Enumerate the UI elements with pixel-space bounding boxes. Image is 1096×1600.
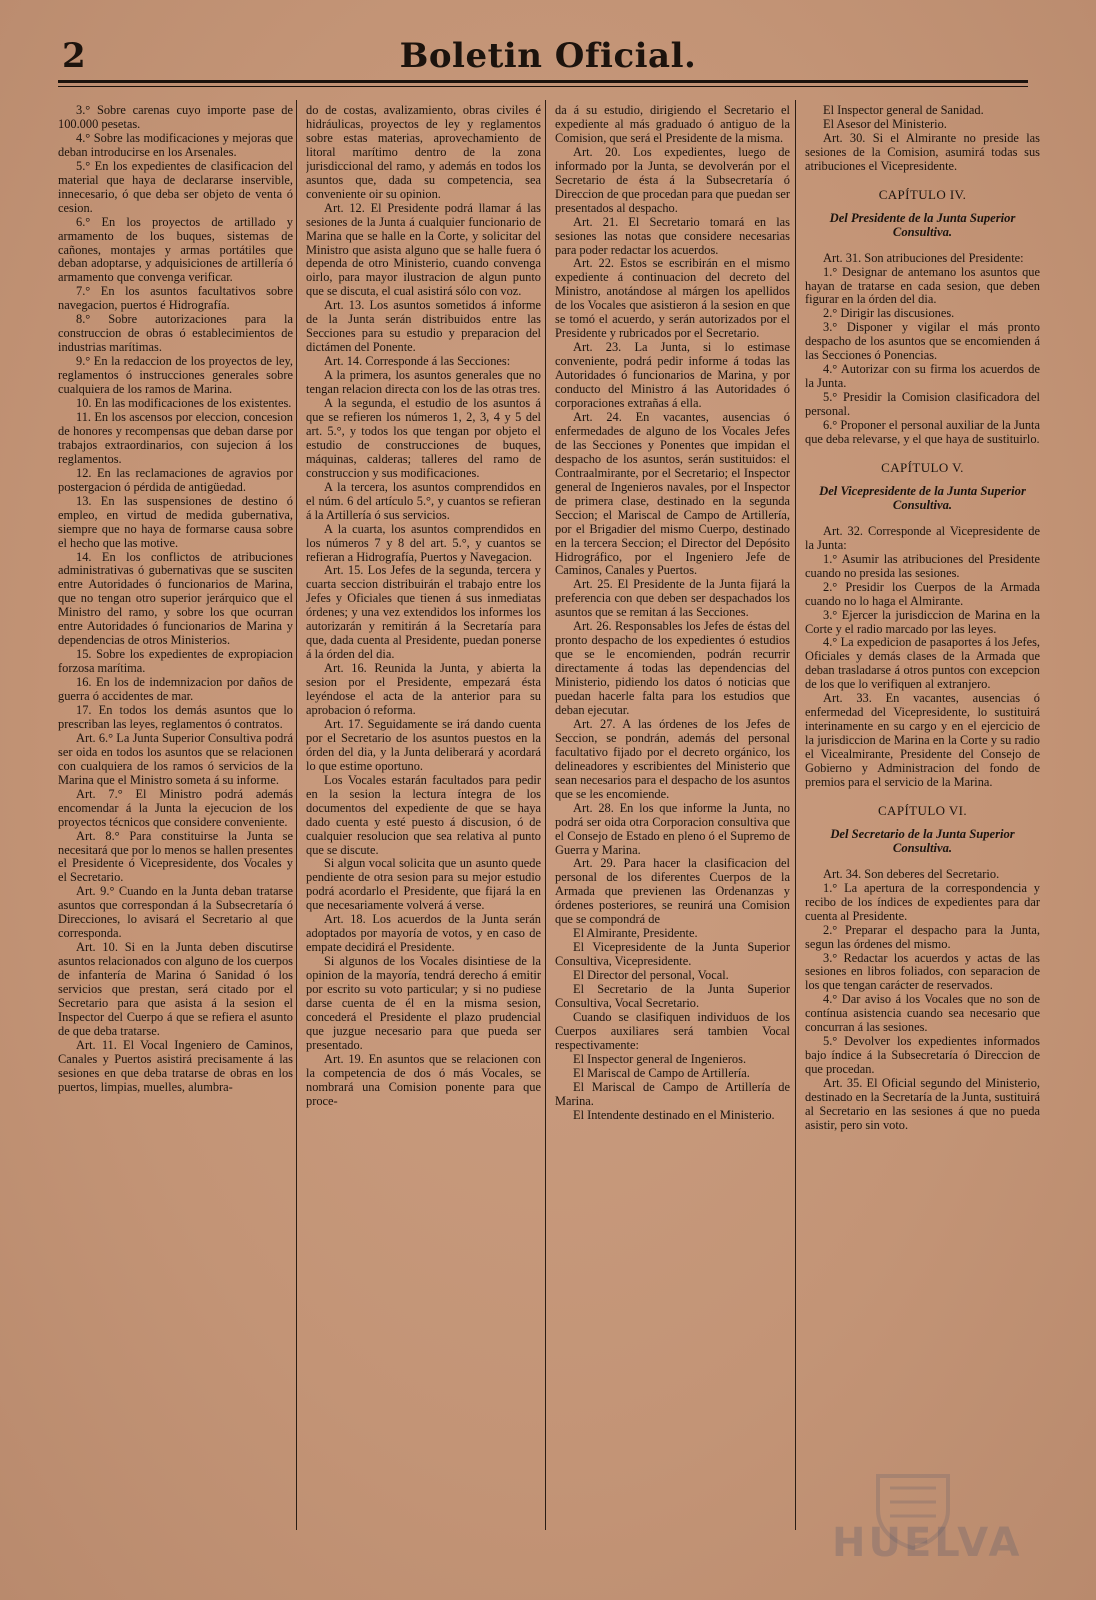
paragraph: 13. En las suspensiones de destino ó empleo, en virtud de medida gubernativa, siempre que no haya de formarse causa sobre el hecho que las motive. xyxy=(58,493,293,550)
paragraph: El Secretario de la Junta Superior Consultiva, Vocal Secretario. xyxy=(555,982,790,1010)
paragraph: El Almirante, Presidente. xyxy=(573,926,698,941)
page-header xyxy=(0,0,1096,92)
chapter-heading: CAPÍTULO VI. xyxy=(877,802,968,818)
paragraph: 4.° La expedicion de pasaportes á los Jefes, Oficiales y demás clases de la Armada que deban trasladarse á otros puntos con excepcion de los que lo verifiquen al extranjero. xyxy=(805,635,1040,692)
paragraph: Art. 22. Estos se escribirán en el mismo expediente á continuacion del decreto del Ministro, anotándose al márgen los apellidos de los Vocales que asistieron á la sesion en que se tomó el acuerdo, y serán autorizados por el Presidente y rubricados por el Secretario. xyxy=(555,256,790,341)
paragraph: 2.° Presidir los Cuerpos de la Armada cuando no lo haga el Almirante. xyxy=(805,579,1040,608)
paragraph: Art. 11. El Vocal Ingeniero de Caminos, Canales y Puertos asistirá precisamente á las sesiones en que deba tratarse de obras en los puertos, limpias, muelles, alumbra- xyxy=(58,1037,293,1094)
paragraph: 1.° Asumir las atribuciones del Presidente cuando no presida las sesiones. xyxy=(805,551,1040,580)
paragraph: El Mariscal de Campo de Artillería. xyxy=(573,1065,750,1080)
paragraph: 17. En todos los demás asuntos que lo prescriban las leyes, reglamentos ó contratos. xyxy=(58,702,293,731)
paragraph: Art. 9.° Cuando en la Junta deban tratarse asuntos que correspondan á la Subsecretaría ó Direcciones, lo avisará el Secretario al que corresponda. xyxy=(58,884,293,941)
chapter-heading: CAPÍTULO V. xyxy=(881,459,964,475)
paragraph: Los Vocales estarán facultados para pedir en la sesion la lectura íntegra de los documentos del expediente de que se haya dado cuenta y esté puesto á discusion, ó de cualquier resolucion que sea relativa al punto que se discute. xyxy=(306,772,541,857)
paragraph: Art. 17. Seguidamente se irá dando cuenta por el Secretario de los asuntos puestos en la órden del dia, y la Junta deliberará y acordará lo que estime oportuno. xyxy=(306,716,541,773)
paragraph: Si algun vocal solicita que un asunto quede pendiente de otra sesion para su mejor estudio podrá acordarlo el Presidente, que fijará la en que necesariamente volverá á verse. xyxy=(306,856,541,913)
paragraph: 4.° Sobre las modificaciones y mejoras que deban introducirse en los Arsenales. xyxy=(58,130,293,159)
chapter-subtitle: Del Vicepresidente de la Junta Superior Consultiva. xyxy=(819,483,1026,512)
paragraph: Art. 23. La Junta, si lo estimase conveniente, podrá pedir informe á todas las Autoridades ó funcionarios de Marina, y por conducto del Ministro á las Autoridades ó corporaciones extrañas á ella. xyxy=(555,340,790,411)
paragraph: A la tercera, los asuntos comprendidos en el núm. 6 del artículo 5.°, y cuantos se refieran á la Artillería ó sus servicios. xyxy=(306,479,541,522)
paragraph: 5.° Devolver los expedientes informados bajo índice á la Subsecretaría ó Direccion de que procedan. xyxy=(805,1034,1040,1077)
paragraph: 5.° Presidir la Comision clasificadora del personal. xyxy=(805,390,1040,419)
paragraph: 11. En los ascensos por eleccion, concesion de honores y recompensas que deban darse por trabajos extraordinarios, con sujecion á los reglamentos. xyxy=(58,409,293,466)
chapter-subtitle: Del Secretario de la Junta Superior Consultiva. xyxy=(830,826,1015,855)
paragraph: Art. 10. Si en la Junta deben discutirse asuntos relacionados con alguno de los cuerpos de infantería de Marina ó Sanidad ó los servicios que prestan, será citado por el Secretario para que asista á la sesion el Inspector del Cuerpo á que se refiera el asunto de que deba tratarse. xyxy=(58,940,293,1038)
paragraph: Art. 27. A las órdenes de los Jefes de Seccion, se pondrán, además del personal facultativo fijado por el decreto orgánico, los delineadores y escribientes del Ministerio que sean necesarios para el despacho de los asuntos que se les encomiende. xyxy=(555,716,790,801)
paragraph: 2.° Dirigir las discusiones. xyxy=(823,306,955,321)
paragraph: 8.° Sobre autorizaciones para la construccion de obras ó establecimientos de industrias marítimas. xyxy=(58,312,293,355)
paragraph: 3.° Ejercer la jurisdiccion de Marina en la Corte y el radio marcado por las leyes. xyxy=(805,607,1040,636)
paragraph: 2.° Preparar el despacho para la Junta, segun las órdenes del mismo. xyxy=(805,922,1040,951)
text-column-3 xyxy=(555,104,790,1544)
text-column-4 xyxy=(805,104,1040,1544)
paragraph: Art. 8.° Para constituirse la Junta se necesitará que por lo menos se hallen presentes el Presidente ó Vicepresidente, dos Vocales y el Secretario. xyxy=(58,828,293,885)
paragraph: Art. 32. Corresponde al Vicepresidente de la Junta: xyxy=(805,523,1040,552)
paragraph: Art. 33. En vacantes, ausencias ó enfermedad del Vicepresidente, lo sustituirá interinamente en su cargo y en el ejercicio de la jurisdiccion de Marina en la Corte y su radio el Vicealmirante, Presidente del Consejo de Gobierno y Administracion del fondo de premios para el servicio de la Marina. xyxy=(805,691,1040,789)
paragraph: 1.° Designar de antemano los asuntos que hayan de tratarse en cada sesion, que deben figurar en la órden del dia. xyxy=(805,264,1040,307)
paragraph: 4.° Autorizar con su firma los acuerdos de la Junta. xyxy=(805,362,1040,391)
paragraph: Art. 6.° La Junta Superior Consultiva podrá ser oida en todos los asuntos que se relacionen con cualquiera de los ramos ó servicios de la Marina que el Ministro someta á su informe. xyxy=(58,730,293,787)
paragraph: Art. 18. Los acuerdos de la Junta serán adoptados por mayoría de votos, y en caso de empate decidirá el Presidente. xyxy=(306,912,541,955)
text-column-1 xyxy=(58,104,293,1544)
paragraph: Art. 31. Son atribuciones del Presidente: xyxy=(823,250,1024,265)
paragraph: 3.° Redactar los acuerdos y actas de las sesiones en libros foliados, con separacion de los que tengan carácter de reservados. xyxy=(805,950,1040,993)
chapter-heading: CAPÍTULO IV. xyxy=(878,186,967,202)
column-divider xyxy=(296,100,297,1530)
paragraph: 1.° La apertura de la correspondencia y recibo de los índices de expedientes para dar cuenta al Presidente. xyxy=(805,880,1040,923)
paragraph: 4.° Dar aviso á los Vocales que no son de contínua asistencia cuando sea necesario que concurran á las sesiones. xyxy=(805,992,1040,1035)
paragraph: Art. 34. Son deberes del Secretario. xyxy=(823,866,1000,881)
paragraph: Cuando se clasifiquen individuos de los Cuerpos auxiliares será tambien Vocal respectivamente: xyxy=(555,1009,790,1052)
paragraph: Art. 26. Responsables los Jefes de éstas del pronto despacho de los expedientes ó estudios que se le encomienden, podrán recurrir directamente á todas las dependencias del Ministerio, pidiendo los datos ó noticias que puedan hacerle falta para los estudios que deban ejecutar. xyxy=(555,619,790,717)
paragraph: El Mariscal de Campo de Artillería de Marina. xyxy=(555,1079,790,1108)
paragraph: Art. 28. En los que informe la Junta, no podrá ser oida otra Corporacion consultiva que el Consejo de Estado en pleno ó el Supremo de Guerra y Marina. xyxy=(555,800,790,857)
paragraph: El Director del personal, Vocal. xyxy=(573,968,729,983)
page-number: 2 xyxy=(62,36,86,76)
paragraph: El Inspector general de Ingenieros. xyxy=(573,1051,747,1066)
paragraph: Art. 30. Si el Almirante no preside las sesiones de la Comision, asumirá todas sus atribuciones el Vicepresidente. xyxy=(805,130,1040,173)
paragraph-continued: da á su estudio, dirigiendo el Secretario el expediente al más graduado ó antiguo de la Comision, que será el Presidente de la misma. xyxy=(555,104,790,145)
paragraph: Art. 15. Los Jefes de la segunda, tercera y cuarta seccion distribuirán el trabajo entre los Jefes y Oficiales que tienen á sus inmediatas órdenes; y una vez extendidos los informes los autorizarán y remitirán á la Secretaría para que, dada cuenta al Presidente, puedan ponerse á la órden del dia. xyxy=(306,563,541,662)
paragraph: El Vicepresidente de la Junta Superior Consultiva, Vicepresidente. xyxy=(555,940,790,969)
paragraph: Si algunos de los Vocales disintiese de la opinion de la mayoría, tendrá derecho á emitir por escrito su voto particular; y si no pudiese darse cuenta de él en la misma sesion, concederá el Presidente el plazo prudencial que juzgue necesario para que pueda ser presentado. xyxy=(306,954,541,1052)
paragraph: 6.° En los proyectos de artillado y armamento de los buques, sistemas de cañones, montajes y armas portátiles que deban adoptarse, y adquisiciones de artillería ó armamento que convenga verificar. xyxy=(58,214,293,285)
paragraph: Art. 13. Los asuntos sometidos á informe de la Junta serán distribuidos entre las Secciones para su estudio y preparacion del dictámen del Ponente. xyxy=(306,298,541,355)
paragraph: El Intendente destinado en el Ministerio. xyxy=(573,1107,775,1122)
paragraph: 7.° En los asuntos facultativos sobre navegacion, puertos é Hidrografía. xyxy=(58,284,293,313)
paragraph: A la cuarta, los asuntos comprendidos en los números 7 y 8 del art. 5.°, y cuantos se refieran a Hidrografía, Puertos y Navegacion. xyxy=(306,521,541,564)
masthead-title: Boletin Oficial. xyxy=(399,36,697,76)
paragraph: Art. 29. Para hacer la clasificacion del personal de los diferentes Cuerpos de la Armada que previenen las Ordenanzas y órdenes posteriores, se reunirá una Comision que se compondrá de xyxy=(555,856,790,927)
paragraph: Art. 12. El Presidente podrá llamar á las sesiones de la Junta á cualquier funcionario de Marina que se halle en la Corte, y solicitar del Ministro que asista alguno que se halle fuera ó dependa de otro Ministerio, cuando convenga oirlo, para mayor ilustracion de algun punto que se discuta, el cual asistirá sólo con voz. xyxy=(306,200,541,299)
paragraph: Art. 19. En asuntos que se relacionen con la competencia de dos ó más Vocales, se nombrará una Comision ponente para que proce- xyxy=(306,1051,541,1108)
paragraph: 12. En las reclamaciones de agravios por postergacion ó pérdida de antigüedad. xyxy=(58,465,293,494)
paragraph: 16. En los de indemnizacion por daños de guerra ó accidentes de mar. xyxy=(58,675,293,704)
paragraph: 6.° Proponer el personal auxiliar de la Junta que deba relevarse, y el que haya de sustituirlo. xyxy=(805,418,1040,447)
column-divider xyxy=(545,100,546,1530)
paragraph: Art. 14. Corresponde á las Secciones: xyxy=(324,354,511,369)
paragraph: 14. En los conflictos de atribuciones administrativas ó gubernativas que se susciten entre Autoridades ó funcionarios de Marina, que no tengan otro superior jerárquico que el Ministro del ramo, y sobre los que ocurran entre Autoridades ó funcionarios de Marina y dependencias de otros Ministerios. xyxy=(58,549,293,648)
paragraph: A la segunda, el estudio de los asuntos á que se refieren los números 1, 2, 3, 4 y 5 del art. 5.°, y todos los que tengan por objeto el estudio de construcciones de buques, máquinas, calderas; talleres del ramo de construccion y sus modificaciones. xyxy=(306,396,541,480)
watermark-text: HUELVA xyxy=(832,1520,1023,1566)
paragraph: 10. En las modificaciones de los existentes. xyxy=(76,396,292,411)
paragraph: Art. 7.° El Ministro podrá además encomendar á la Junta la ejecucion de los proyectos técnicos que considere conveniente. xyxy=(58,786,293,829)
paragraph: 3.° Disponer y vigilar el más pronto despacho de los asuntos que se encomienden á las Secciones ó Ponencias. xyxy=(805,320,1040,363)
paragraph: Art. 16. Reunida la Junta, y abierta la sesion por el Presidente, empezará ésta leyéndose el acta de la anterior para su aprobacion ó reforma. xyxy=(306,661,541,717)
paragraph: Art. 25. El Presidente de la Junta fijará la preferencia con que deben ser despachados los asuntos que se remitan á las Secciones. xyxy=(555,577,790,620)
paragraph: Art. 20. Los expedientes, luego de informado por la Junta, se devolverán por el Secretario de ésta á la Subsecretaría ó Direccion de que procedan para que puedan ser presentados al despacho. xyxy=(555,144,790,215)
header-rule-thin xyxy=(58,86,1028,87)
paragraph: 3.° Sobre carenas cuyo importe pase de 100.000 pesetas. xyxy=(58,104,293,131)
paragraph: A la primera, los asuntos generales que no tengan relacion directa con los de las otras tres. xyxy=(306,368,541,397)
paragraph: 15. Sobre los expedientes de expropiacion forzosa marítima. xyxy=(58,647,293,676)
paragraph: Art. 35. El Oficial segundo del Ministerio, destinado en la Secretaría de la Junta, sustituirá al Secretario en las sesiones á que no pueda asistir, pero sin voto. xyxy=(805,1076,1040,1132)
chapter-subtitle: Del Presidente de la Junta Superior Consultiva. xyxy=(829,210,1016,239)
paragraph: 5.° En los expedientes de clasificacion del material que haya de declararse inservible, innecesario, ó que deba ser objeto de venta ó cesion. xyxy=(58,158,293,215)
column-divider xyxy=(795,100,796,1530)
paragraph: El Asesor del Ministerio. xyxy=(823,116,947,131)
paragraph: 9.° En la redaccion de los proyectos de ley, reglamentos ó instrucciones generales sobre cualquiera de los ramos de Marina. xyxy=(58,354,293,397)
paragraph: El Inspector general de Sanidad. xyxy=(823,104,984,117)
paragraph: Art. 21. El Secretario tomará en las sesiones las notas que considere necesarias para poder redactar los acuerdos. xyxy=(555,214,790,257)
header-rule xyxy=(58,80,1028,83)
text-column-2 xyxy=(306,104,541,1544)
paragraph: Art. 24. En vacantes, ausencias ó enfermedades de alguno de los Vocales Jefes de las Secciones y Ponentes que impidan el despacho de los asuntos, serán sustituidos: el Contraalmirante, por el Secretario; el Inspector general de Ingenieros navales, por el Inspector de primera clase, destinado en la segunda Seccion; el Mariscal de Campo de Artillería, por el Brigadier del mismo Cuerpo, destinado en la tercera Seccion; el Director del Depósito Hidrográfico, por el Ingeniero Jefe de Caminos, Canales y Puertos. xyxy=(555,409,790,578)
paragraph-continued: do de costas, avalizamiento, obras civiles é hidráulicas, proyectos de ley y reglamentos sobre estas materias, aprovechamiento de litoral marítimo dentro de la zona jurisdiccional del ramo, y además en todos los asuntos que, dada su competencia, sea conveniente oir su opinion. xyxy=(306,104,541,201)
